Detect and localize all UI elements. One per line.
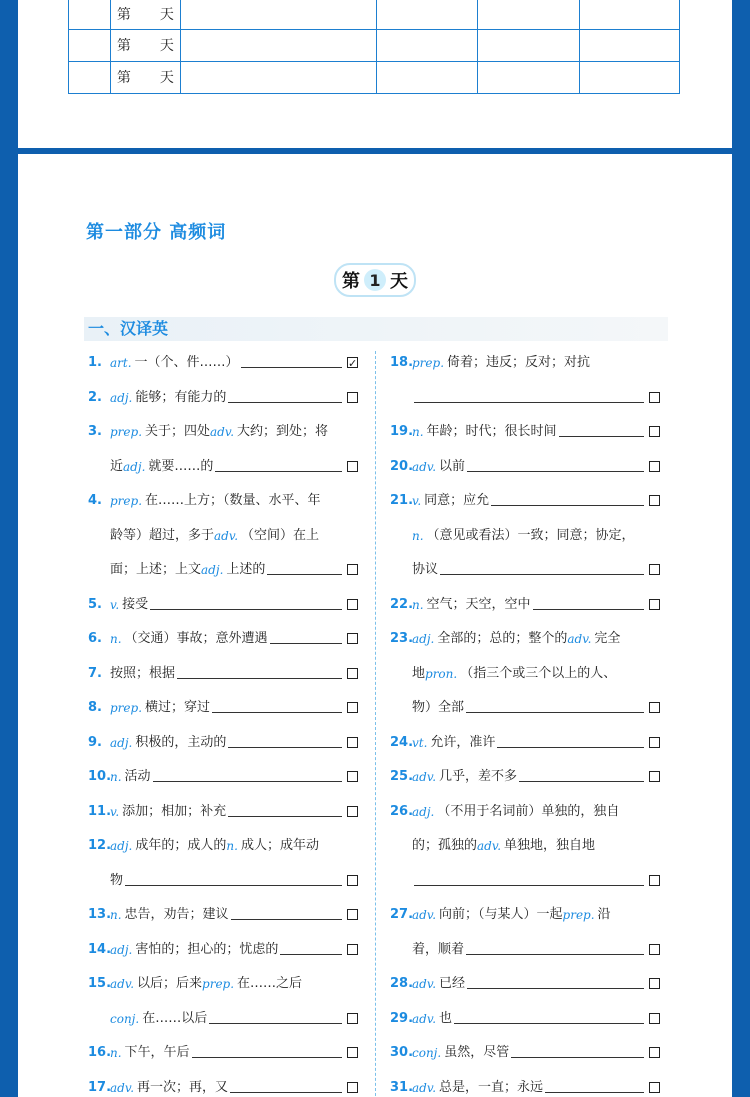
item-number: 31. bbox=[390, 1079, 414, 1095]
vocab-line bbox=[88, 1007, 358, 1042]
definition-text: （指三个或三个以上的人、 bbox=[460, 665, 617, 681]
log-cell[interactable] bbox=[580, 0, 680, 29]
day-badge-right: 天 bbox=[390, 271, 408, 292]
checkbox[interactable] bbox=[649, 599, 660, 610]
vocab-line bbox=[390, 765, 660, 800]
vocab-line bbox=[88, 558, 358, 593]
vocab-line bbox=[88, 800, 358, 835]
part-of-speech: n. bbox=[110, 632, 122, 646]
checkbox[interactable] bbox=[649, 392, 660, 403]
item-number: 8. bbox=[88, 700, 102, 715]
vocab-line bbox=[88, 1041, 358, 1076]
vocab-line bbox=[88, 834, 358, 869]
definition-text: 大约；到处；将 bbox=[237, 424, 329, 439]
part-of-speech: adj. bbox=[412, 804, 435, 819]
answer-blank[interactable] bbox=[153, 766, 342, 782]
vocab-line bbox=[88, 696, 358, 731]
vocab-line bbox=[390, 524, 660, 559]
definition-text: 物）全部 bbox=[412, 700, 465, 715]
item-number: 27. bbox=[390, 907, 414, 922]
log-cell[interactable] bbox=[180, 0, 376, 29]
item-number: 11. bbox=[88, 803, 112, 819]
vocab-page bbox=[18, 154, 732, 1097]
definition-text: 就要……的 bbox=[148, 458, 214, 474]
vocab-line bbox=[390, 903, 660, 938]
checkbox[interactable] bbox=[347, 909, 358, 920]
vocab-line bbox=[88, 972, 358, 1007]
log-cell[interactable] bbox=[580, 61, 680, 93]
part-of-speech: prep. bbox=[110, 701, 143, 715]
definition-text: 在……之后 bbox=[237, 976, 303, 991]
checkbox[interactable] bbox=[347, 564, 358, 575]
item-number: 14. bbox=[88, 941, 112, 957]
checkbox[interactable] bbox=[347, 1013, 358, 1024]
answer-blank[interactable] bbox=[414, 387, 644, 403]
item-number: 15. bbox=[88, 976, 112, 991]
checkbox[interactable] bbox=[347, 702, 358, 713]
checkbox[interactable] bbox=[347, 633, 358, 644]
vocab-line bbox=[390, 972, 660, 1007]
definition-text: （意见或看法）一致；同意；协定， bbox=[426, 527, 635, 543]
log-row bbox=[69, 29, 680, 61]
part-of-speech: adj. bbox=[201, 563, 224, 577]
day-prefix: 第 bbox=[116, 70, 131, 86]
part-of-speech: pron. bbox=[425, 666, 458, 681]
answer-blank[interactable] bbox=[467, 456, 644, 472]
vocab-line bbox=[390, 420, 660, 455]
item-number: 22. bbox=[390, 596, 414, 612]
definition-text: 完全 bbox=[594, 631, 621, 646]
part-of-speech: adj. bbox=[110, 735, 133, 750]
checkbox[interactable] bbox=[649, 426, 660, 437]
checkbox[interactable] bbox=[347, 461, 358, 472]
item-number: 21. bbox=[390, 493, 414, 508]
definition-text: 年龄；时代；很长时间 bbox=[426, 424, 557, 439]
day-prefix: 第 bbox=[116, 38, 131, 54]
log-day-cell bbox=[110, 29, 180, 61]
part-title: 第一部分 高频词 bbox=[86, 222, 227, 243]
part-of-speech: adv. bbox=[412, 1011, 437, 1026]
item-number: 26. bbox=[390, 803, 414, 819]
day-suffix: 天 bbox=[159, 70, 174, 86]
log-cell[interactable] bbox=[478, 61, 580, 93]
answer-blank[interactable] bbox=[267, 559, 342, 575]
part-of-speech: n. bbox=[226, 839, 238, 853]
answer-blank[interactable] bbox=[440, 559, 644, 575]
definition-text: 几乎，差不多 bbox=[439, 769, 518, 784]
definition-text: 同意；应允 bbox=[424, 493, 490, 508]
definition-text: 再一次；再，又 bbox=[137, 1079, 229, 1095]
definition-text: 向前；（与某人）一起 bbox=[439, 907, 563, 922]
checkbox[interactable] bbox=[649, 737, 660, 748]
item-number: 19. bbox=[390, 424, 414, 439]
checkbox[interactable] bbox=[347, 771, 358, 782]
day-badge-left: 第 bbox=[342, 271, 360, 292]
answer-blank[interactable] bbox=[228, 801, 342, 817]
vocab-line bbox=[390, 1076, 660, 1097]
definition-text: 关于；四处 bbox=[145, 424, 211, 439]
left-column bbox=[88, 351, 358, 1097]
item-number: 25. bbox=[390, 769, 414, 784]
log-cell[interactable] bbox=[376, 0, 478, 29]
part-of-speech: adv. bbox=[110, 977, 135, 991]
definition-text: 的；孤独的 bbox=[412, 838, 478, 853]
definition-text: （空间）在上 bbox=[241, 527, 320, 543]
item-number: 9. bbox=[88, 734, 102, 750]
part-of-speech: v. bbox=[110, 804, 120, 819]
definition-text: 能够；有能力的 bbox=[135, 389, 227, 405]
checked-checkbox[interactable] bbox=[347, 357, 358, 368]
part-of-speech: art. bbox=[110, 356, 132, 370]
checkbox[interactable] bbox=[347, 392, 358, 403]
vocab-line bbox=[390, 1007, 660, 1042]
definition-text: 横过；穿过 bbox=[145, 700, 211, 715]
definition-text: （不用于名词前）单独的，独自 bbox=[437, 803, 620, 819]
vocab-line bbox=[88, 662, 358, 697]
log-cell[interactable] bbox=[376, 61, 478, 93]
item-number: 16. bbox=[88, 1045, 112, 1060]
definition-text: 已经 bbox=[439, 976, 466, 991]
part-of-speech: prep. bbox=[110, 494, 143, 508]
definition-text: 虽然，尽管 bbox=[444, 1045, 510, 1060]
definition-text: 近 bbox=[110, 458, 124, 474]
definition-text: 空气；天空，空中 bbox=[426, 596, 531, 612]
checkbox[interactable] bbox=[649, 978, 660, 989]
definition-text: 全部的；总的；整个的 bbox=[437, 631, 568, 646]
log-cell[interactable] bbox=[478, 0, 580, 29]
vocab-line bbox=[88, 593, 358, 628]
vocab-line bbox=[88, 489, 358, 524]
log-cell bbox=[69, 29, 111, 61]
part-of-speech: adj. bbox=[110, 942, 133, 957]
definition-text: 一（个、件……） bbox=[134, 355, 239, 370]
vocab-line bbox=[390, 938, 660, 973]
definition-text: 上述的 bbox=[226, 562, 266, 577]
part-of-speech: adj. bbox=[123, 459, 146, 474]
log-cell[interactable] bbox=[376, 29, 478, 61]
vocab-line bbox=[88, 351, 358, 386]
part-of-speech: adv. bbox=[567, 632, 592, 646]
vocab-line bbox=[390, 351, 660, 386]
answer-blank[interactable] bbox=[511, 1042, 644, 1058]
definition-text: 着，顺着 bbox=[412, 941, 465, 957]
part-of-speech: adv. bbox=[412, 459, 437, 474]
vocab-line bbox=[390, 489, 660, 524]
part-of-speech: n. bbox=[412, 425, 424, 439]
log-cell bbox=[69, 0, 111, 29]
checkbox[interactable] bbox=[649, 702, 660, 713]
part-of-speech: n. bbox=[412, 528, 424, 543]
part-of-speech: n. bbox=[110, 1046, 122, 1060]
log-cell[interactable] bbox=[180, 61, 376, 93]
vocab-line bbox=[390, 593, 660, 628]
day-badge bbox=[331, 264, 419, 296]
study-log-table bbox=[68, 0, 680, 94]
item-number: 17. bbox=[88, 1079, 112, 1095]
part-of-speech: adv. bbox=[477, 839, 502, 853]
item-number: 2. bbox=[88, 389, 102, 405]
item-number: 1. bbox=[88, 355, 102, 370]
part-of-speech: adj. bbox=[412, 632, 435, 646]
checkbox[interactable] bbox=[347, 737, 358, 748]
part-of-speech: prep. bbox=[110, 425, 143, 439]
log-cell[interactable] bbox=[478, 29, 580, 61]
checkbox[interactable] bbox=[347, 944, 358, 955]
item-number: 3. bbox=[88, 424, 102, 439]
answer-blank[interactable] bbox=[150, 594, 342, 610]
definition-text: 添加；相加；补充 bbox=[122, 803, 227, 819]
checkbox[interactable] bbox=[347, 668, 358, 679]
definition-text: 在……以后 bbox=[142, 1010, 208, 1026]
answer-blank[interactable] bbox=[270, 628, 342, 644]
vocab-line bbox=[390, 627, 660, 662]
checkbox[interactable] bbox=[649, 495, 660, 506]
definition-text: （交通）事故；意外遭遇 bbox=[124, 631, 268, 646]
definition-text: 成年的；成人的 bbox=[135, 838, 227, 853]
answer-blank[interactable] bbox=[545, 1077, 644, 1093]
definition-text: 单独地，独自地 bbox=[504, 838, 596, 853]
log-day-cell bbox=[110, 0, 180, 29]
answer-blank[interactable] bbox=[228, 387, 342, 403]
checkbox[interactable] bbox=[347, 1047, 358, 1058]
answer-blank[interactable] bbox=[519, 766, 644, 782]
definition-text: 按照；根据 bbox=[110, 665, 176, 681]
part-of-speech: adv. bbox=[412, 1080, 437, 1095]
vocab-line bbox=[390, 731, 660, 766]
day-number: 1 bbox=[364, 269, 386, 291]
part-of-speech: prep. bbox=[202, 977, 235, 991]
checkbox[interactable] bbox=[649, 1047, 660, 1058]
vocab-line bbox=[88, 627, 358, 662]
vocab-line bbox=[390, 834, 660, 869]
vocab-line bbox=[390, 800, 660, 835]
vocab-line bbox=[88, 455, 358, 490]
vocab-line bbox=[390, 662, 660, 697]
checkbox[interactable] bbox=[347, 599, 358, 610]
answer-blank[interactable] bbox=[280, 939, 342, 955]
vocab-line bbox=[88, 903, 358, 938]
item-number: 13. bbox=[88, 907, 112, 922]
definition-text: 忠告，劝告；建议 bbox=[124, 907, 229, 922]
item-number: 29. bbox=[390, 1010, 414, 1026]
part-of-speech: n. bbox=[110, 908, 122, 922]
checkbox[interactable] bbox=[347, 875, 358, 886]
part-of-speech: adv. bbox=[214, 528, 239, 543]
vocab-line bbox=[88, 869, 358, 904]
item-number: 6. bbox=[88, 631, 102, 646]
definition-text: 以前 bbox=[439, 458, 466, 474]
definition-text: 倚着；违反；反对；对抗 bbox=[447, 355, 591, 370]
checkbox[interactable] bbox=[649, 461, 660, 472]
part-of-speech: conj. bbox=[110, 1011, 140, 1026]
part-of-speech: adv. bbox=[210, 425, 235, 439]
part-of-speech: v. bbox=[110, 597, 120, 612]
definition-text: 沿 bbox=[597, 907, 611, 922]
item-number: 7. bbox=[88, 665, 102, 681]
vocab-line bbox=[88, 765, 358, 800]
day-suffix: 天 bbox=[159, 7, 174, 24]
part-of-speech: vt. bbox=[412, 735, 428, 750]
day-suffix: 天 bbox=[159, 38, 174, 54]
answer-blank[interactable] bbox=[192, 1042, 342, 1058]
part-of-speech: prep. bbox=[412, 356, 445, 370]
item-number: 20. bbox=[390, 458, 414, 474]
vocab-line bbox=[88, 1076, 358, 1097]
log-day-cell bbox=[110, 61, 180, 93]
log-cell[interactable] bbox=[580, 29, 680, 61]
answer-blank[interactable] bbox=[467, 973, 644, 989]
definition-text: 地 bbox=[412, 665, 426, 681]
vocab-line bbox=[390, 696, 660, 731]
vocab-line bbox=[390, 558, 660, 593]
answer-blank[interactable] bbox=[125, 870, 342, 886]
part-of-speech: adv. bbox=[412, 977, 437, 991]
definition-text: 成人；成年动 bbox=[240, 838, 319, 853]
part-of-speech: adv. bbox=[110, 1080, 135, 1095]
answer-blank[interactable] bbox=[466, 939, 644, 955]
part-of-speech: conj. bbox=[412, 1046, 442, 1060]
answer-blank[interactable] bbox=[414, 870, 644, 886]
part-of-speech: adv. bbox=[412, 908, 437, 922]
definition-text: 物 bbox=[110, 872, 124, 888]
checkbox[interactable] bbox=[649, 875, 660, 886]
vocab-line bbox=[88, 731, 358, 766]
part-of-speech: adv. bbox=[412, 770, 437, 784]
vocab-line bbox=[390, 386, 660, 421]
vocab-line bbox=[390, 1041, 660, 1076]
log-cell bbox=[69, 61, 111, 93]
definition-text: 协议 bbox=[412, 562, 439, 577]
answer-blank[interactable] bbox=[533, 594, 644, 610]
part-of-speech: n. bbox=[412, 597, 424, 612]
vocab-line bbox=[88, 420, 358, 455]
day-prefix: 第 bbox=[116, 7, 131, 24]
answer-blank[interactable] bbox=[215, 456, 342, 472]
answer-blank[interactable] bbox=[230, 1077, 342, 1093]
item-number: 12. bbox=[88, 838, 112, 853]
part-of-speech: adj. bbox=[110, 839, 133, 853]
checkbox[interactable] bbox=[649, 1013, 660, 1024]
item-number: 30. bbox=[390, 1045, 414, 1060]
log-row bbox=[69, 61, 680, 93]
item-number: 24. bbox=[390, 734, 414, 750]
checkbox[interactable] bbox=[347, 1082, 358, 1093]
checkbox[interactable] bbox=[649, 564, 660, 575]
definition-text: 积极的，主动的 bbox=[135, 734, 227, 750]
answer-blank[interactable] bbox=[241, 352, 342, 368]
part-of-speech: adj. bbox=[110, 390, 133, 405]
definition-text: 面；上述；上文 bbox=[110, 562, 202, 577]
part-of-speech: n. bbox=[110, 770, 122, 784]
vocab-line bbox=[88, 524, 358, 559]
answer-blank[interactable] bbox=[212, 697, 342, 713]
definition-text: 下午，午后 bbox=[124, 1045, 190, 1060]
item-number: 4. bbox=[88, 493, 102, 508]
definition-text: 龄等）超过，多于 bbox=[110, 527, 215, 543]
part-of-speech: prep. bbox=[562, 908, 595, 922]
right-column bbox=[390, 351, 660, 1097]
part-of-speech: v. bbox=[412, 494, 422, 508]
item-number: 18. bbox=[390, 355, 414, 370]
answer-blank[interactable] bbox=[231, 904, 342, 920]
log-cell[interactable] bbox=[180, 29, 376, 61]
answer-blank[interactable] bbox=[177, 663, 342, 679]
item-number: 5. bbox=[88, 596, 102, 612]
definition-text: 害怕的；担心的；忧虑的 bbox=[135, 941, 279, 957]
column-divider bbox=[375, 351, 376, 1097]
item-number: 23. bbox=[390, 631, 414, 646]
checkbox[interactable] bbox=[649, 1082, 660, 1093]
answer-blank[interactable] bbox=[209, 1008, 342, 1024]
item-number: 10. bbox=[88, 769, 112, 784]
checkbox[interactable] bbox=[649, 944, 660, 955]
answer-blank[interactable] bbox=[497, 732, 644, 748]
answer-blank[interactable] bbox=[454, 1008, 644, 1024]
answer-blank[interactable] bbox=[466, 697, 644, 713]
log-row bbox=[69, 0, 680, 29]
answer-blank[interactable] bbox=[228, 732, 342, 748]
vocab-line bbox=[390, 869, 660, 904]
definition-text: 活动 bbox=[124, 769, 151, 784]
definition-text: 总是，一直；永远 bbox=[439, 1079, 544, 1095]
definition-text: 以后；后来 bbox=[137, 976, 203, 991]
answer-blank[interactable] bbox=[491, 490, 644, 506]
checkbox[interactable] bbox=[649, 771, 660, 782]
vocab-line bbox=[88, 938, 358, 973]
definition-text: 在……上方；（数量、水平、年 bbox=[145, 493, 321, 508]
definition-text: 允许，准许 bbox=[430, 734, 496, 750]
definition-text: 接受 bbox=[122, 596, 149, 612]
section-title: 一、汉译英 bbox=[84, 317, 668, 341]
definition-text: 也 bbox=[439, 1010, 453, 1026]
item-number: 28. bbox=[390, 976, 414, 991]
checkbox[interactable] bbox=[347, 806, 358, 817]
vocab-line bbox=[88, 386, 358, 421]
study-log-page bbox=[18, 0, 732, 148]
answer-blank[interactable] bbox=[559, 421, 644, 437]
vocab-line bbox=[390, 455, 660, 490]
